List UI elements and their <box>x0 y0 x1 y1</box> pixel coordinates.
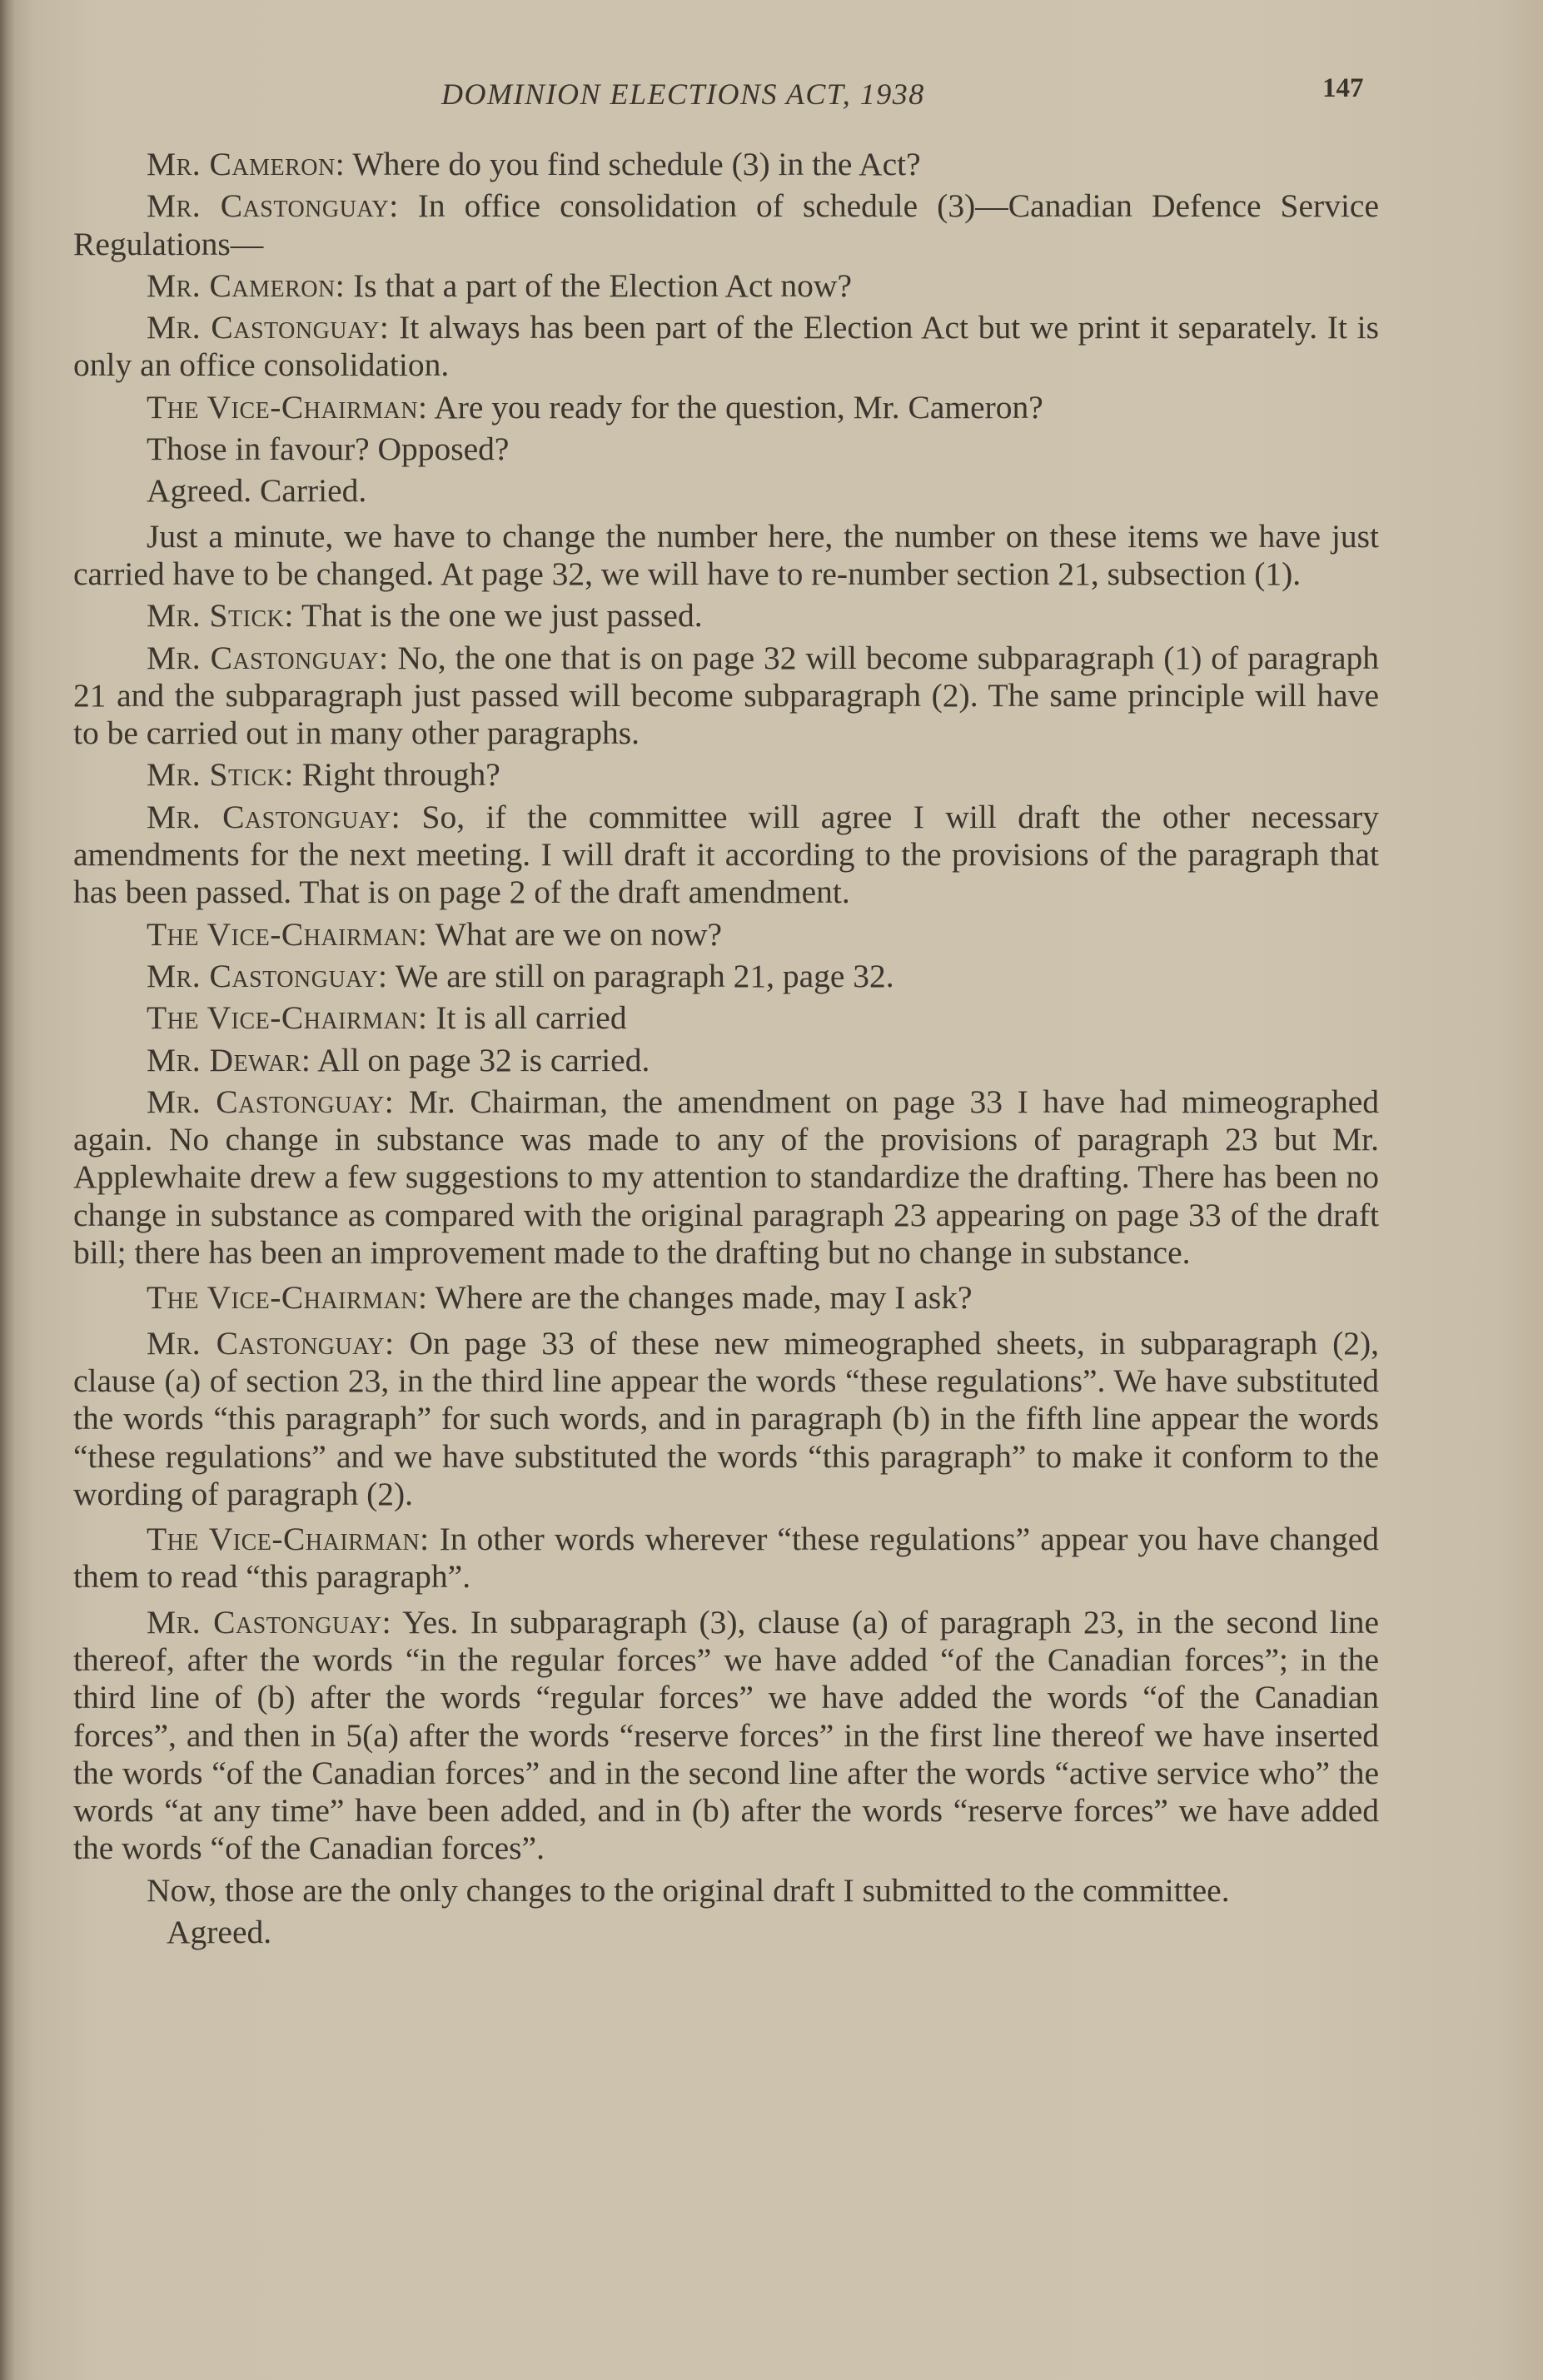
paragraph-text: On page 33 of these new mimeographed sheets, in subparagraph (2), clause (a) of section 23, in the third line appear the words “these regulations”. We have substituted the words “this paragraph” for such words, and in paragraph (b) in the fifth line appear the words “these regulations” and we have substituted the words “this paragraph” to make it conform to the wording of paragraph (2). <box>73 1324 1379 1512</box>
paragraph-text: Those in favour? Opposed? <box>147 431 510 468</box>
speaker: The Vice-Chairman: <box>147 1521 430 1558</box>
paragraph <box>73 187 1379 263</box>
paragraph <box>73 518 1379 594</box>
paragraph <box>73 472 1379 510</box>
paragraph <box>73 1083 1379 1272</box>
paragraph-text: Now, those are the only changes to the original draft I submitted to the committee. <box>147 1871 1230 1909</box>
speaker: The Vice-Chairman: <box>147 1279 428 1317</box>
paragraph <box>73 389 1379 426</box>
page-number: 147 <box>1322 73 1364 103</box>
page-header <box>0 72 1543 113</box>
paragraph-text: No, the one that is on page 32 will become subparagraph (1) of paragraph 21 and the subparagraph just passed will become subparagraph (2). The same principle will have to be carried out in many other paragraphs. <box>73 639 1380 752</box>
speaker: The Vice-Chairman: <box>147 999 428 1037</box>
speaker: Mr. Castonguay: <box>147 639 389 676</box>
paragraph <box>73 1279 1379 1317</box>
paragraph <box>73 146 1379 183</box>
speaker: Mr. Castonguay: <box>147 798 401 835</box>
running-title: DOMINION ELECTIONS ACT, 1938 <box>441 77 925 111</box>
paragraph <box>73 431 1379 468</box>
speaker: Mr. Castonguay: <box>147 309 390 346</box>
paragraph-text: Yes. In subparagraph (3), clause (a) of paragraph 23, in the second line thereof, after the words “in the regular forces” we have added “of the Canadian forces”; in the third line of (b) after the words “regular forces” we have added the words “of the Canadian forces”, and then in 5(a) after the words “reserve forces” in the first line thereof we have inserted the words “of the Canadian forces” and in the second line after the words “active service who” the words “at any time” have been added, and in (b) after the words “reserve forces” we have added the words “of the Canadian forces”. <box>73 1603 1379 1867</box>
paragraph-text: It is all carried <box>436 999 627 1037</box>
paragraph-text: Agreed. <box>167 1914 272 1951</box>
paragraph-text: That is the one we just passed. <box>301 597 703 635</box>
paragraph <box>73 1042 1379 1079</box>
paragraph <box>73 1521 1379 1596</box>
paragraph-text: Right through? <box>301 756 500 794</box>
paragraph <box>73 1325 1379 1513</box>
paragraph-text: Where do you find schedule (3) in the Act? <box>352 146 921 182</box>
speaker: The Vice-Chairman: <box>147 915 428 953</box>
speaker: Mr. Cameron: <box>147 146 346 182</box>
paragraph-text: In other words wherever “these regulations” appear you have changed them to read “this paragraph”. <box>73 1521 1380 1596</box>
paragraph-text: All on page 32 is carried. <box>317 1041 650 1078</box>
speaker: Mr. Castonguay: <box>147 1603 392 1641</box>
paragraph-text: What are we on now? <box>435 915 723 953</box>
speaker: The Vice-Chairman: <box>147 388 428 426</box>
paragraph <box>167 1914 1379 1951</box>
paragraph <box>73 799 1379 912</box>
speaker: Mr. Castonguay: <box>147 187 399 225</box>
paragraph-text: Are you ready for the question, Mr. Cameron? <box>434 388 1043 426</box>
paragraph <box>73 640 1379 753</box>
paragraph <box>73 958 1379 995</box>
paragraph <box>73 756 1379 794</box>
paragraph <box>73 916 1379 953</box>
paragraph <box>73 1604 1379 1868</box>
paragraph-text: Mr. Chairman, the amendment on page 33 I have had mimeographed again. No change in substance was made to any of the provisions of paragraph 23 but Mr. Applewhaite drew a few suggestions to my attention to standardize the drafting. There has been no change in substance as compared with the original paragraph 23 appearing on page 33 of the draft bill; there has been an improvement made to the drafting but no change in substance. <box>73 1083 1380 1272</box>
speaker: Mr. Dewar: <box>147 1041 311 1078</box>
paragraph-text: So, if the committee will agree I will draft the other necessary amendments for the next meeting. I will draft it according to the provisions of the paragraph that has been passed. That is on page 2 of the draft amendment. <box>73 798 1380 911</box>
speaker: Mr. Castonguay: <box>147 1324 395 1362</box>
paragraph-text: Just a minute, we have to change the number here, the number on these items we have just carried have to be changed. At page 32, we will have to re-number section 21, subsection (1). <box>73 517 1379 592</box>
speaker: Mr. Cameron: <box>147 266 346 304</box>
paragraph <box>73 267 1379 305</box>
speaker: Mr. Stick: <box>147 597 294 635</box>
page-edge-shadow <box>0 0 15 2380</box>
paragraph-text: It always has been part of the Election Act but we print it separately. It is only an office consolidation. <box>73 309 1380 384</box>
paragraph-text: We are still on paragraph 21, page 32. <box>395 957 894 994</box>
paragraph-text: Agreed. Carried. <box>147 472 367 510</box>
speaker: Mr. Castonguay: <box>147 1083 395 1120</box>
transcript-body <box>73 146 1379 1955</box>
paragraph-text: In office consolidation of schedule (3)—Canadian Defence Service Regulations— <box>73 187 1379 262</box>
paragraph <box>73 1872 1379 1909</box>
paragraph <box>73 597 1379 635</box>
speaker: Mr. Castonguay: <box>147 957 388 994</box>
paragraph <box>73 309 1379 385</box>
paragraph-text: Is that a part of the Election Act now? <box>353 266 852 304</box>
paragraph <box>73 999 1379 1037</box>
paragraph-text: Where are the changes made, may I ask? <box>435 1279 973 1317</box>
speaker: Mr. Stick: <box>147 756 294 794</box>
